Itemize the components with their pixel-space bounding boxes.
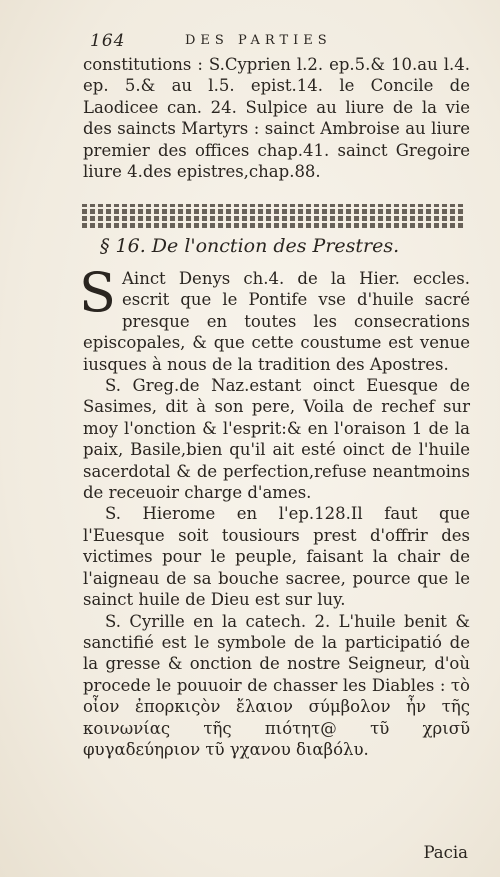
paragraph-1-text: Ainct Denys ch.4. de la Hier. eccles. escrit que le Pontife vse d'huile sacré presque en toutes les consecrations episcopales, & que cette coustume est venue iusques à nous de la tradition des Apostres. bbox=[83, 269, 470, 374]
catchword: Pacia bbox=[423, 843, 468, 862]
paragraph-4: S. Cyrille en la catech. 2. L'huile benit & sanctifié est le symbole de la participatió de la gresse & onction de nostre Seigneur, d'où procede le pouuoir de chasser les Diables : τὸ οἶον ἐπορκιςὸν ἔλαιον σύμβολον ἦν τῆς κοινωνίας τῆς πιότητ@ τῦ χρισῦ φυγαδεύηριον τῦ γχανου διαβόλυ. bbox=[83, 611, 470, 759]
continued-paragraph bbox=[83, 54, 470, 182]
ornamental-band bbox=[82, 204, 464, 228]
section-body bbox=[79, 261, 470, 760]
page-header bbox=[90, 29, 480, 53]
section-heading: § 16. De l'onction des Prestres. bbox=[100, 235, 400, 257]
paragraph-1 bbox=[79, 261, 470, 375]
page-number: 164 bbox=[90, 31, 126, 51]
drop-capital: S bbox=[79, 261, 116, 324]
paragraph-3: S. Hierome en l'ep.128.Il faut que l'Euesque soit tousiours prest d'offrir des victimes pour le peuple, faisant la chair de l'aigneau de sa bouche sacree, pource que le sainct huile de Dieu est sur luy. bbox=[83, 504, 470, 610]
paragraph-text: constitutions : S.Cyprien l.2. ep.5.& 10.au l.4. ep. 5.& au l.5. epist.14. le Concile de Laodicee can. 24. Sulpice au liure de la vie des saincts Martyrs : sainct Ambroise au liure premier des offices chap.41. sainct Gregoire liure 4.des epistres,chap.88. bbox=[83, 55, 470, 182]
paragraph-2: S. Greg.de Naz.estant oinct Euesque de Sasimes, dit à son pere, Voila de rechef sur moy l'onction & l'esprit:& en l'oraison 1 de la paix, Basile,bien qu'il ait esté oinct de l'huile sacerdotal & de perfection,refuse neantmoins de receuoir charge d'ames. bbox=[83, 376, 470, 503]
running-title: DES PARTIES bbox=[185, 33, 332, 48]
